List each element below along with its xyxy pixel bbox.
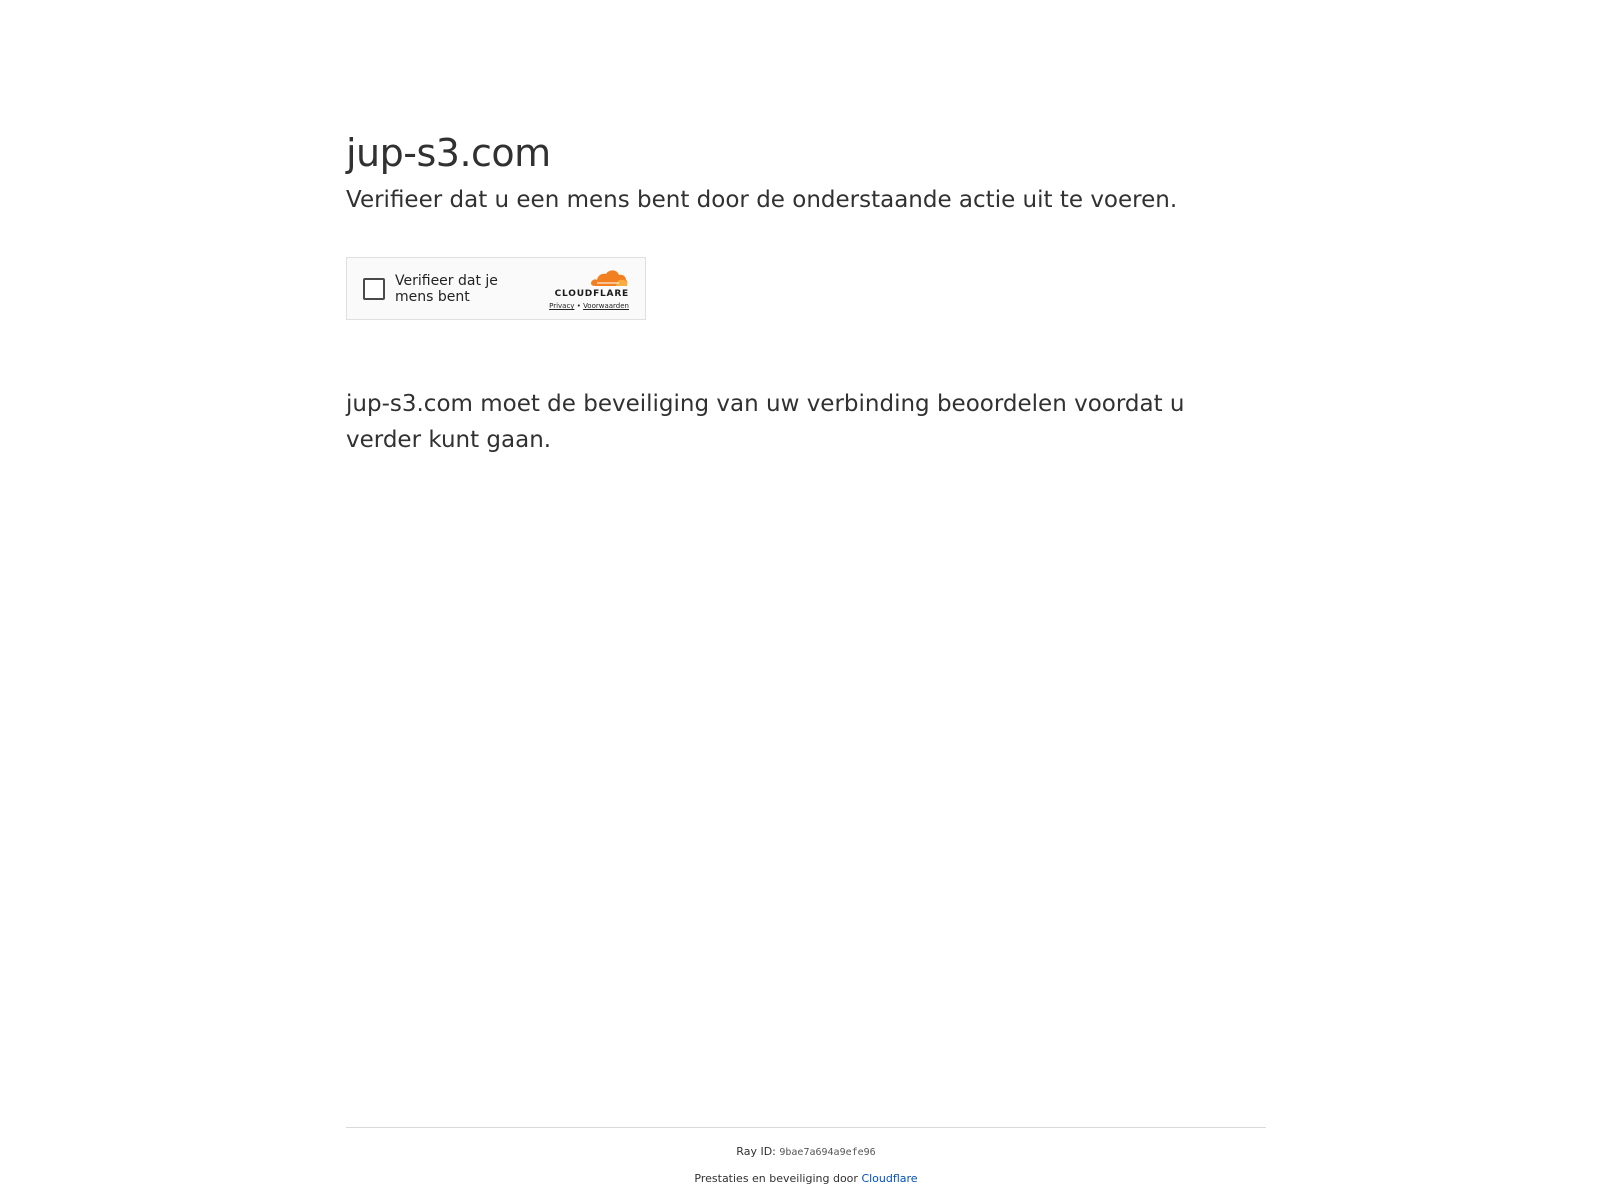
cloudflare-cloud-icon (589, 268, 629, 288)
privacy-link[interactable]: Privacy (549, 302, 575, 310)
turnstile-widget (346, 257, 646, 320)
human-verification-checkbox[interactable] (363, 278, 385, 300)
security-description: jup-s3.com moet de beveiliging van uw verbinding beoordelen voordat u verder kunt gaan. (346, 391, 1185, 453)
cloudflare-wordmark: CLOUDFLARE (554, 289, 629, 299)
link-separator: • (576, 302, 581, 310)
footer (346, 1127, 1266, 1187)
terms-link[interactable]: Voorwaarden (583, 302, 629, 310)
page-title: jup-s3.com (346, 131, 551, 175)
performance-line (346, 1171, 1266, 1187)
ray-id-line (346, 1144, 1266, 1161)
cloudflare-branding (539, 268, 629, 312)
turnstile-links (539, 301, 629, 311)
ray-id-label: Ray ID: (736, 1145, 776, 1158)
main-content (346, 130, 1266, 453)
ray-id-value: 9bae7a694a9efe96 (779, 1147, 876, 1158)
performance-text: Prestaties en beveiliging door (694, 1172, 858, 1185)
cloudflare-link[interactable]: Cloudflare (861, 1172, 918, 1185)
challenge-subtitle: Verifieer dat u een mens bent door de onderstaande actie uit te voeren. (346, 187, 1178, 213)
checkbox-label: Verifieer dat je mens bent (395, 272, 498, 305)
